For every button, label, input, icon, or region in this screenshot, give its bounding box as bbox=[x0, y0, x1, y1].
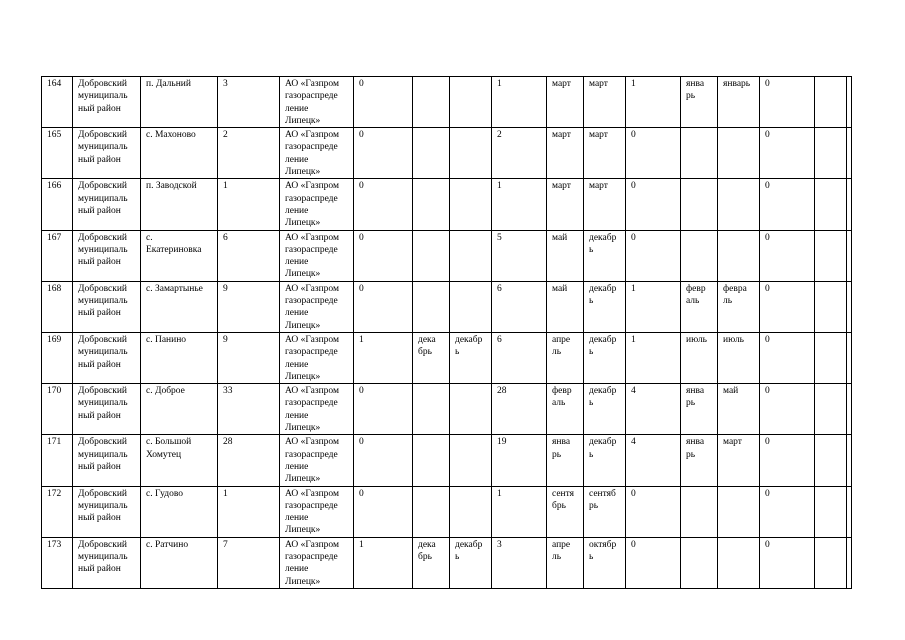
month-cell-b1: апре ль bbox=[547, 537, 584, 588]
district-cell: Добровский муниципаль ный район bbox=[73, 230, 141, 281]
district-cell: Добровский муниципаль ный район bbox=[73, 384, 141, 435]
empty-cell-f bbox=[847, 435, 852, 486]
district-cell: Добровский муниципаль ный район bbox=[73, 332, 141, 383]
count-cell: 9 bbox=[218, 332, 280, 383]
month-cell-b1: март bbox=[547, 179, 584, 230]
value-cell-d: 0 bbox=[760, 230, 815, 281]
month-cell-a2 bbox=[450, 486, 492, 537]
organization-cell: АО «Газпром газораспреде ление Липецк» bbox=[280, 384, 354, 435]
month-cell-b2: декабр ь bbox=[584, 281, 626, 332]
organization-cell: АО «Газпром газораспреде ление Липецк» bbox=[280, 435, 354, 486]
table-row bbox=[42, 281, 852, 332]
empty-cell-e bbox=[815, 179, 847, 230]
value-cell-a: 0 bbox=[354, 486, 413, 537]
month-cell-b2: март bbox=[584, 77, 626, 128]
table-row bbox=[42, 384, 852, 435]
district-cell: Добровский муниципаль ный район bbox=[73, 128, 141, 179]
empty-cell-f bbox=[847, 77, 852, 128]
month-cell-c1 bbox=[681, 537, 718, 588]
month-cell-c2 bbox=[718, 128, 760, 179]
value-cell-a: 0 bbox=[354, 128, 413, 179]
empty-cell-e bbox=[815, 281, 847, 332]
value-cell-d: 0 bbox=[760, 537, 815, 588]
value-cell-b: 1 bbox=[492, 486, 547, 537]
value-cell-d: 0 bbox=[760, 486, 815, 537]
value-cell-a: 0 bbox=[354, 230, 413, 281]
month-cell-c1 bbox=[681, 179, 718, 230]
value-cell-b: 1 bbox=[492, 77, 547, 128]
settlement-cell: с. Ратчино bbox=[141, 537, 218, 588]
value-cell-c: 0 bbox=[626, 179, 681, 230]
row-number-cell: 168 bbox=[42, 281, 73, 332]
month-cell-b1: сентя брь bbox=[547, 486, 584, 537]
organization-cell: АО «Газпром газораспреде ление Липецк» bbox=[280, 537, 354, 588]
count-cell: 1 bbox=[218, 179, 280, 230]
month-cell-a1 bbox=[413, 435, 450, 486]
value-cell-a: 0 bbox=[354, 435, 413, 486]
row-number-cell: 173 bbox=[42, 537, 73, 588]
table-row bbox=[42, 128, 852, 179]
month-cell-b2: декабр ь bbox=[584, 435, 626, 486]
month-cell-a2 bbox=[450, 384, 492, 435]
count-cell: 9 bbox=[218, 281, 280, 332]
table-row bbox=[42, 77, 852, 128]
month-cell-c2 bbox=[718, 179, 760, 230]
district-cell: Добровский муниципаль ный район bbox=[73, 537, 141, 588]
value-cell-c: 1 bbox=[626, 332, 681, 383]
month-cell-c1: янва рь bbox=[681, 384, 718, 435]
month-cell-b2: октябр ь bbox=[584, 537, 626, 588]
month-cell-a1 bbox=[413, 128, 450, 179]
month-cell-a2 bbox=[450, 281, 492, 332]
settlement-cell: п. Заводской bbox=[141, 179, 218, 230]
district-cell: Добровский муниципаль ный район bbox=[73, 435, 141, 486]
value-cell-c: 1 bbox=[626, 281, 681, 332]
settlement-cell: с. Махоново bbox=[141, 128, 218, 179]
value-cell-d: 0 bbox=[760, 179, 815, 230]
row-number-cell: 167 bbox=[42, 230, 73, 281]
empty-cell-f bbox=[847, 281, 852, 332]
month-cell-a2: декабр ь bbox=[450, 537, 492, 588]
district-cell: Добровский муниципаль ный район bbox=[73, 179, 141, 230]
count-cell: 3 bbox=[218, 77, 280, 128]
value-cell-a: 0 bbox=[354, 281, 413, 332]
month-cell-b2: март bbox=[584, 179, 626, 230]
row-number-cell: 164 bbox=[42, 77, 73, 128]
month-cell-a1 bbox=[413, 230, 450, 281]
value-cell-a: 0 bbox=[354, 77, 413, 128]
value-cell-b: 6 bbox=[492, 281, 547, 332]
empty-cell-e bbox=[815, 77, 847, 128]
month-cell-b1: февр аль bbox=[547, 384, 584, 435]
district-cell: Добровский муниципаль ный район bbox=[73, 77, 141, 128]
month-cell-c2: март bbox=[718, 435, 760, 486]
table-row bbox=[42, 435, 852, 486]
month-cell-a2 bbox=[450, 435, 492, 486]
table-row bbox=[42, 332, 852, 383]
month-cell-a1 bbox=[413, 179, 450, 230]
empty-cell-f bbox=[847, 486, 852, 537]
value-cell-a: 0 bbox=[354, 179, 413, 230]
empty-cell-e bbox=[815, 486, 847, 537]
month-cell-c2 bbox=[718, 537, 760, 588]
month-cell-b1: янва рь bbox=[547, 435, 584, 486]
month-cell-c1: янва рь bbox=[681, 77, 718, 128]
month-cell-a2 bbox=[450, 77, 492, 128]
empty-cell-f bbox=[847, 384, 852, 435]
row-number-cell: 165 bbox=[42, 128, 73, 179]
value-cell-b: 28 bbox=[492, 384, 547, 435]
value-cell-b: 19 bbox=[492, 435, 547, 486]
month-cell-a2 bbox=[450, 128, 492, 179]
month-cell-b1: май bbox=[547, 230, 584, 281]
value-cell-a: 0 bbox=[354, 384, 413, 435]
month-cell-a1 bbox=[413, 281, 450, 332]
value-cell-c: 0 bbox=[626, 128, 681, 179]
month-cell-b2: декабр ь bbox=[584, 230, 626, 281]
month-cell-b1: март bbox=[547, 77, 584, 128]
row-number-cell: 171 bbox=[42, 435, 73, 486]
value-cell-d: 0 bbox=[760, 77, 815, 128]
row-number-cell: 169 bbox=[42, 332, 73, 383]
empty-cell-e bbox=[815, 435, 847, 486]
value-cell-d: 0 bbox=[760, 435, 815, 486]
month-cell-b2: март bbox=[584, 128, 626, 179]
organization-cell: АО «Газпром газораспреде ление Липецк» bbox=[280, 332, 354, 383]
value-cell-d: 0 bbox=[760, 128, 815, 179]
month-cell-a1: дека брь bbox=[413, 537, 450, 588]
month-cell-a2: декабр ь bbox=[450, 332, 492, 383]
month-cell-a1 bbox=[413, 77, 450, 128]
empty-cell-e bbox=[815, 332, 847, 383]
month-cell-b1: март bbox=[547, 128, 584, 179]
settlement-cell: с. Екатериновка bbox=[141, 230, 218, 281]
value-cell-c: 4 bbox=[626, 435, 681, 486]
organization-cell: АО «Газпром газораспреде ление Липецк» bbox=[280, 230, 354, 281]
month-cell-c2: май bbox=[718, 384, 760, 435]
value-cell-c: 0 bbox=[626, 537, 681, 588]
empty-cell-e bbox=[815, 230, 847, 281]
settlement-cell: с. Замартынье bbox=[141, 281, 218, 332]
row-number-cell: 172 bbox=[42, 486, 73, 537]
month-cell-b1: апре ль bbox=[547, 332, 584, 383]
count-cell: 2 bbox=[218, 128, 280, 179]
empty-cell-e bbox=[815, 537, 847, 588]
month-cell-a1 bbox=[413, 486, 450, 537]
value-cell-d: 0 bbox=[760, 384, 815, 435]
gasification-table bbox=[41, 76, 852, 589]
organization-cell: АО «Газпром газораспреде ление Липецк» bbox=[280, 128, 354, 179]
settlement-cell: п. Дальний bbox=[141, 77, 218, 128]
month-cell-b2: декабр ь bbox=[584, 332, 626, 383]
row-number-cell: 170 bbox=[42, 384, 73, 435]
month-cell-a1 bbox=[413, 384, 450, 435]
month-cell-a1: дека брь bbox=[413, 332, 450, 383]
empty-cell-f bbox=[847, 537, 852, 588]
count-cell: 33 bbox=[218, 384, 280, 435]
table-row bbox=[42, 230, 852, 281]
value-cell-b: 3 bbox=[492, 537, 547, 588]
value-cell-d: 0 bbox=[760, 281, 815, 332]
value-cell-c: 0 bbox=[626, 230, 681, 281]
district-cell: Добровский муниципаль ный район bbox=[73, 281, 141, 332]
month-cell-b2: декабр ь bbox=[584, 384, 626, 435]
district-cell: Добровский муниципаль ный район bbox=[73, 486, 141, 537]
count-cell: 28 bbox=[218, 435, 280, 486]
table-row bbox=[42, 486, 852, 537]
value-cell-c: 4 bbox=[626, 384, 681, 435]
value-cell-b: 5 bbox=[492, 230, 547, 281]
table-row bbox=[42, 537, 852, 588]
month-cell-b2: сентяб рь bbox=[584, 486, 626, 537]
month-cell-c2 bbox=[718, 230, 760, 281]
month-cell-c1: февр аль bbox=[681, 281, 718, 332]
settlement-cell: с. Доброе bbox=[141, 384, 218, 435]
month-cell-c2: январь bbox=[718, 77, 760, 128]
row-number-cell: 166 bbox=[42, 179, 73, 230]
value-cell-b: 1 bbox=[492, 179, 547, 230]
count-cell: 6 bbox=[218, 230, 280, 281]
count-cell: 1 bbox=[218, 486, 280, 537]
settlement-cell: с. Гудово bbox=[141, 486, 218, 537]
table-body bbox=[42, 77, 852, 589]
settlement-cell: с. Большой Хомутец bbox=[141, 435, 218, 486]
month-cell-c2: февра ль bbox=[718, 281, 760, 332]
empty-cell-e bbox=[815, 384, 847, 435]
empty-cell-f bbox=[847, 230, 852, 281]
empty-cell-f bbox=[847, 179, 852, 230]
value-cell-c: 0 bbox=[626, 486, 681, 537]
month-cell-c1: янва рь bbox=[681, 435, 718, 486]
organization-cell: АО «Газпром газораспреде ление Липецк» bbox=[280, 77, 354, 128]
month-cell-c1 bbox=[681, 128, 718, 179]
month-cell-c2: июль bbox=[718, 332, 760, 383]
month-cell-c1 bbox=[681, 230, 718, 281]
empty-cell-f bbox=[847, 332, 852, 383]
value-cell-d: 0 bbox=[760, 332, 815, 383]
empty-cell-e bbox=[815, 128, 847, 179]
value-cell-b: 6 bbox=[492, 332, 547, 383]
settlement-cell: с. Панино bbox=[141, 332, 218, 383]
month-cell-c1: июль bbox=[681, 332, 718, 383]
value-cell-c: 1 bbox=[626, 77, 681, 128]
value-cell-a: 1 bbox=[354, 332, 413, 383]
organization-cell: АО «Газпром газораспреде ление Липецк» bbox=[280, 486, 354, 537]
empty-cell-f bbox=[847, 128, 852, 179]
value-cell-a: 1 bbox=[354, 537, 413, 588]
organization-cell: АО «Газпром газораспреде ление Липецк» bbox=[280, 281, 354, 332]
table-row bbox=[42, 179, 852, 230]
organization-cell: АО «Газпром газораспреде ление Липецк» bbox=[280, 179, 354, 230]
month-cell-a2 bbox=[450, 230, 492, 281]
count-cell: 7 bbox=[218, 537, 280, 588]
month-cell-a2 bbox=[450, 179, 492, 230]
value-cell-b: 2 bbox=[492, 128, 547, 179]
month-cell-b1: май bbox=[547, 281, 584, 332]
month-cell-c2 bbox=[718, 486, 760, 537]
month-cell-c1 bbox=[681, 486, 718, 537]
